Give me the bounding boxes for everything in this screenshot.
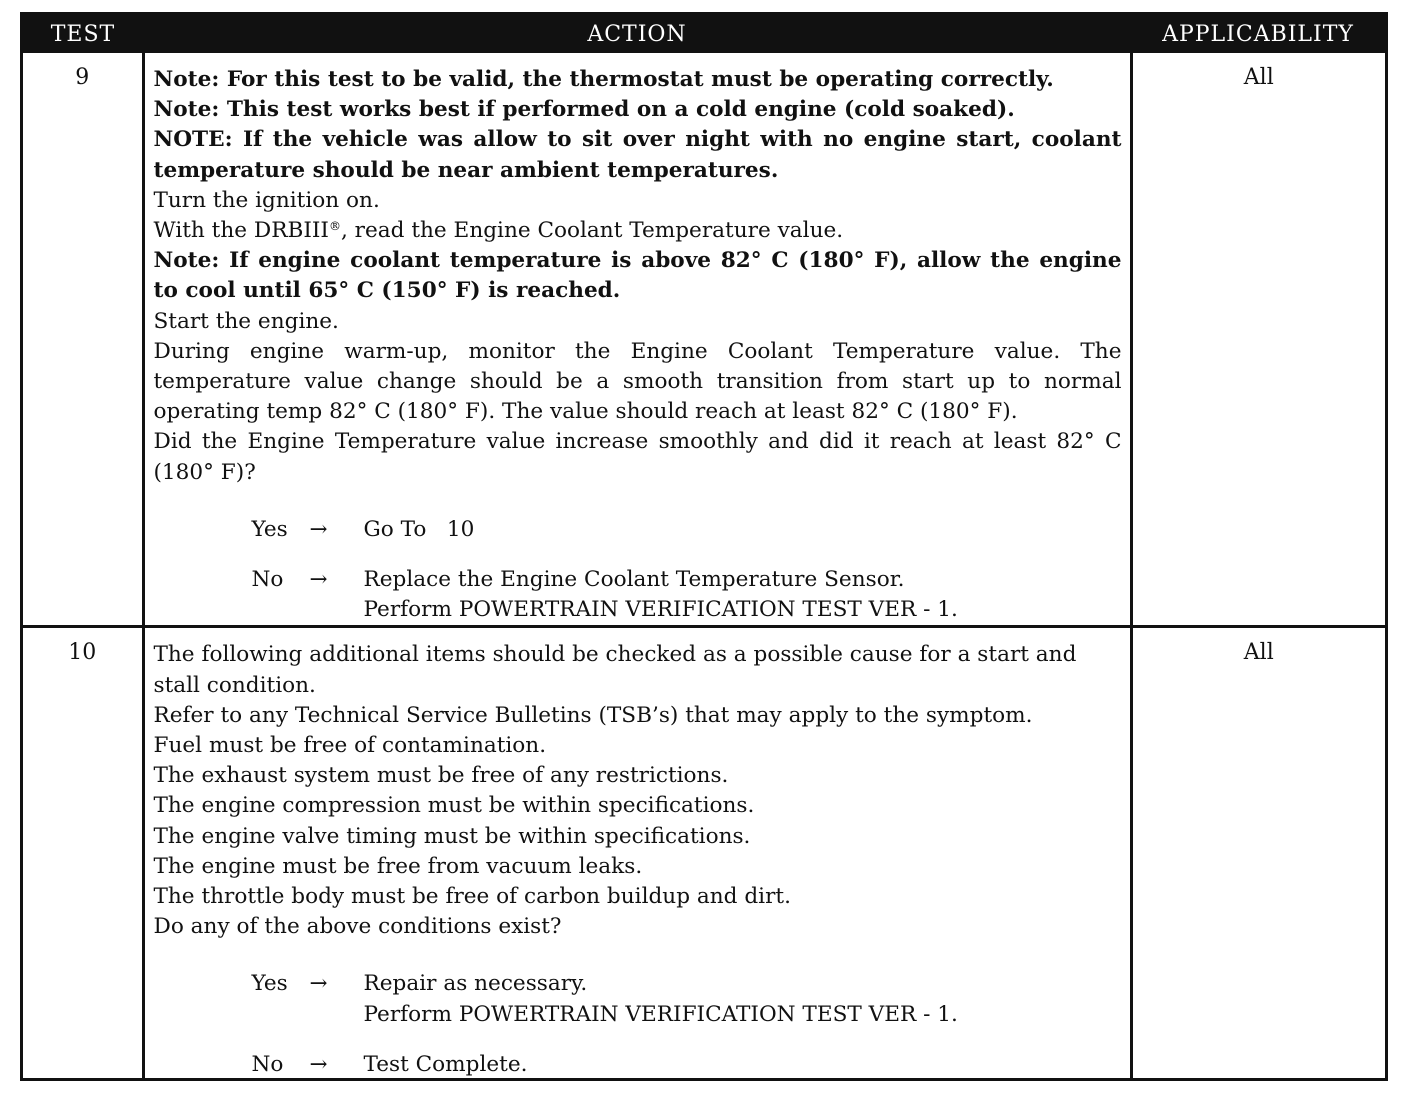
test-cell (23, 53, 143, 627)
result-text: Go To 10 (363, 516, 475, 542)
note-line: Note: This test works best if performed on a cold engine (cold soaked). (153, 97, 1015, 123)
outcome-result (364, 515, 1130, 545)
note-line: Note: If engine coolant temperature is above 82° C (180° F), allow the engine to cool until 65° C (150° F) is reached. (153, 248, 1122, 304)
header-action: ACTION (143, 15, 1131, 53)
step-line (154, 216, 1122, 246)
diagnostic-table (23, 15, 1385, 1080)
applicability-cell (1131, 53, 1385, 627)
header-test: TEST (23, 15, 143, 53)
step-line: During engine warm-up, monitor the Engine Coolant Temperature value. The temperature value change should be a smooth transition from start up to normal operating temp 82° C (180° F). The value should reach at least 82° C (180° F). (153, 338, 1122, 425)
right-arrow-icon: → (309, 1051, 328, 1077)
answer-label: No (251, 1051, 284, 1077)
answer-label: Yes (251, 516, 288, 542)
note-line: Note: For this test to be valid, the thermostat must be operating correctly. (153, 67, 1054, 92)
check-line: The engine must be free from vacuum leaks. (153, 853, 643, 879)
check-line: The throttle body must be free of carbon buildup and dirt. (153, 884, 791, 910)
check-line: Refer to any Technical Service Bulletins (TSB’s) that may apply to the symptom. (153, 702, 1033, 728)
right-arrow-icon: → (309, 516, 328, 542)
answer-label: No (251, 567, 284, 593)
action-text (145, 53, 1130, 496)
result-text: Perform POWERTRAIN VERIFICATION TEST VER - 1. (363, 597, 958, 623)
registered-mark: ® (328, 219, 341, 234)
applicability-value: All (1243, 640, 1274, 666)
outcome-no (252, 1050, 1130, 1080)
action-cell (143, 53, 1131, 627)
result-text: Test Complete. (363, 1051, 528, 1077)
step-text: With the DRBIII (153, 218, 329, 244)
outcome-yes (252, 515, 1130, 545)
table-row (23, 627, 1385, 1080)
header-applicability: APPLICABILITY (1131, 15, 1385, 53)
test-number: 10 (68, 640, 97, 666)
outcome-result (364, 565, 1130, 625)
action-text (145, 628, 1130, 950)
table-row (23, 53, 1385, 627)
test-number: 9 (75, 65, 90, 90)
check-line: The exhaust system must be free of any restrictions. (153, 763, 729, 789)
right-arrow-icon: → (309, 567, 328, 593)
applicability-value: All (1243, 65, 1274, 90)
result-text: Perform POWERTRAIN VERIFICATION TEST VER - 1. (363, 1001, 958, 1027)
question-line: Did the Engine Temperature value increase smoothly and did it reach at least 82° C (180° F)? (153, 429, 1122, 485)
outcome-result (364, 969, 1130, 1029)
action-cell (143, 627, 1131, 1080)
table-header-row (23, 15, 1385, 53)
right-arrow-icon: → (309, 971, 328, 997)
result-text: Repair as necessary. (363, 971, 588, 997)
check-line: The engine valve timing must be within specifications. (153, 823, 751, 849)
outcome-result (364, 1050, 1130, 1080)
outcome-no (252, 565, 1130, 625)
check-line: The following additional items should be checked as a possible cause for a start and stall condition. (153, 642, 1077, 698)
question-line: Do any of the above conditions exist? (153, 914, 562, 940)
answer-label: Yes (251, 971, 288, 997)
outcome-yes (252, 969, 1130, 1029)
step-line: Start the engine. (153, 308, 339, 334)
diagnostic-table-container (20, 12, 1388, 1081)
result-text: Replace the Engine Coolant Temperature Sensor. (363, 567, 905, 593)
step-line: Turn the ignition on. (153, 187, 380, 213)
applicability-cell (1131, 627, 1385, 1080)
check-line: The engine compression must be within specifications. (153, 793, 755, 819)
step-text: , read the Engine Coolant Temperature value. (340, 218, 844, 244)
check-line: Fuel must be free of contamination. (153, 733, 547, 759)
note-line: NOTE: If the vehicle was allow to sit over night with no engine start, coolant temperature should be near ambient temperatures. (153, 127, 1122, 183)
test-cell (23, 627, 143, 1080)
